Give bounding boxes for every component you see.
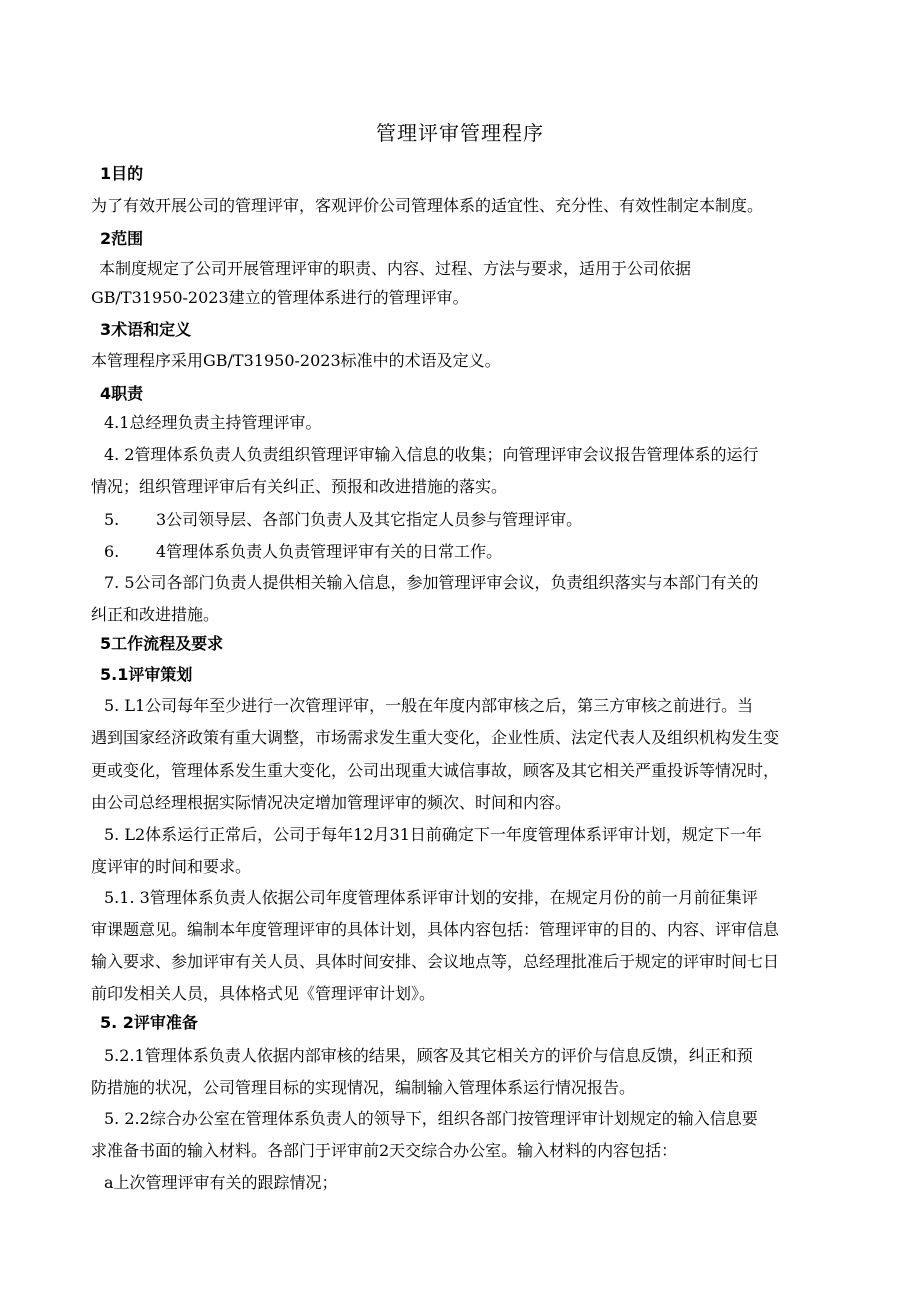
duty-4-5-line1: 7. 5公司各部门负责人提供相关输入信息，参加管理评审会议，负责组织落实与本部门有关的 <box>104 573 759 592</box>
planning-5-1-1-line4: 由公司总经理根据实际情况决定增加管理评审的频次、时间和内容。 <box>91 793 572 812</box>
planning-5-1-1-line3: 更或变化，管理体系发生重大变化，公司出现重大诚信事故，顾客及其它相关严重投诉等情况时， <box>91 761 780 780</box>
planning-5-1-2-line1: 5. L2体系运行正常后，公司于每年12月31日前确定下一年度管理体系评审计划，规定下一年 <box>104 825 762 844</box>
planning-5-1-2-line2: 度评审的时间和要求。 <box>91 857 252 876</box>
duty-4-4-number: 6. <box>104 542 120 561</box>
planning-5-1-3-line1: 5.1. 3管理体系负责人依据公司年度管理体系评审计划的安排，在规定月份的前一月前征集评 <box>104 888 758 907</box>
duty-4-4-text: 4管理体系负责人负责管理评审有关的日常工作。 <box>156 542 503 561</box>
duty-4-2-line2: 情况；组织管理评审后有关纠正、预报和改进措施的落实。 <box>91 477 508 496</box>
preparation-5-2-1-line1: 5.2.1管理体系负责人依据内部审核的结果，顾客及其它相关方的评价与信息反馈，纠正和预 <box>104 1046 753 1065</box>
preparation-list-item-a: a上次管理评审有关的跟踪情况； <box>104 1173 338 1192</box>
duty-4-3-number: 5. <box>104 510 120 529</box>
section-heading-terms: 3术语和定义 <box>100 320 192 339</box>
duty-4-1: 4.1总经理负责主持管理评审。 <box>104 413 322 432</box>
planning-5-1-1-line2: 遇到国家经济政策有重大调整，市场需求发生重大变化，企业性质、法定代表人及组织机构发生变 <box>91 728 780 747</box>
planning-5-1-3-line2: 审课题意见。编制本年度管理评审的具体计划，具体内容包括：管理评审的目的、内容、评审信息 <box>91 920 780 939</box>
planning-5-1-3-line4: 前印发相关人员，具体格式见《管理评审计划》。 <box>91 984 436 1003</box>
paragraph-terms: 本管理程序采用GB/T31950-2023标准中的术语及定义。 <box>91 351 501 370</box>
paragraph-scope-line2: GB/T31950-2023建立的管理体系进行的管理评审。 <box>91 288 469 307</box>
section-heading-purpose: 1目的 <box>100 164 144 183</box>
duty-4-2-line1: 4. 2管理体系负责人负责组织管理评审输入信息的收集；向管理评审会议报告管理体系的运行 <box>104 445 759 464</box>
paragraph-scope-line1: 本制度规定了公司开展管理评审的职责、内容、过程、方法与要求，适用于公司依据 <box>99 259 692 278</box>
preparation-5-2-2-line2: 求准备书面的输入材料。各部门于评审前2天交综合办公室。输入材料的内容包括： <box>91 1141 678 1160</box>
document-title: 管理评审管理程序 <box>376 121 544 145</box>
duty-4-3-text: 3公司领导层、各部门负责人及其它指定人员参与管理评审。 <box>156 510 583 529</box>
planning-5-1-3-line3: 输入要求、参加评审有关人员、具体时间安排、会议地点等，总经理批准后于规定的评审时间七日 <box>91 952 780 971</box>
preparation-5-2-2-line1: 5. 2.2综合办公室在管理体系负责人的领导下，组织各部门按管理评审计划规定的输入信息要 <box>104 1109 758 1128</box>
preparation-5-2-1-line2: 防措施的状况，公司管理目标的实现情况，编制输入管理体系运行情况报告。 <box>91 1078 636 1097</box>
planning-5-1-1-line1: 5. L1公司每年至少进行一次管理评审，一般在年度内部审核之后，第三方审核之前进行。当 <box>104 696 754 715</box>
duty-4-5-line2: 纠正和改进措施。 <box>91 605 220 624</box>
subsection-heading-planning: 5.1评审策划 <box>100 665 193 684</box>
subsection-heading-preparation: 5. 2评审准备 <box>100 1013 198 1032</box>
section-heading-scope: 2范围 <box>100 229 144 248</box>
paragraph-purpose: 为了有效开展公司的管理评审，客观评价公司管理体系的适宜性、充分性、有效性制定本制度。 <box>91 196 764 215</box>
section-heading-workflow: 5工作流程及要求 <box>100 634 224 653</box>
section-heading-duties: 4职责 <box>100 384 144 403</box>
